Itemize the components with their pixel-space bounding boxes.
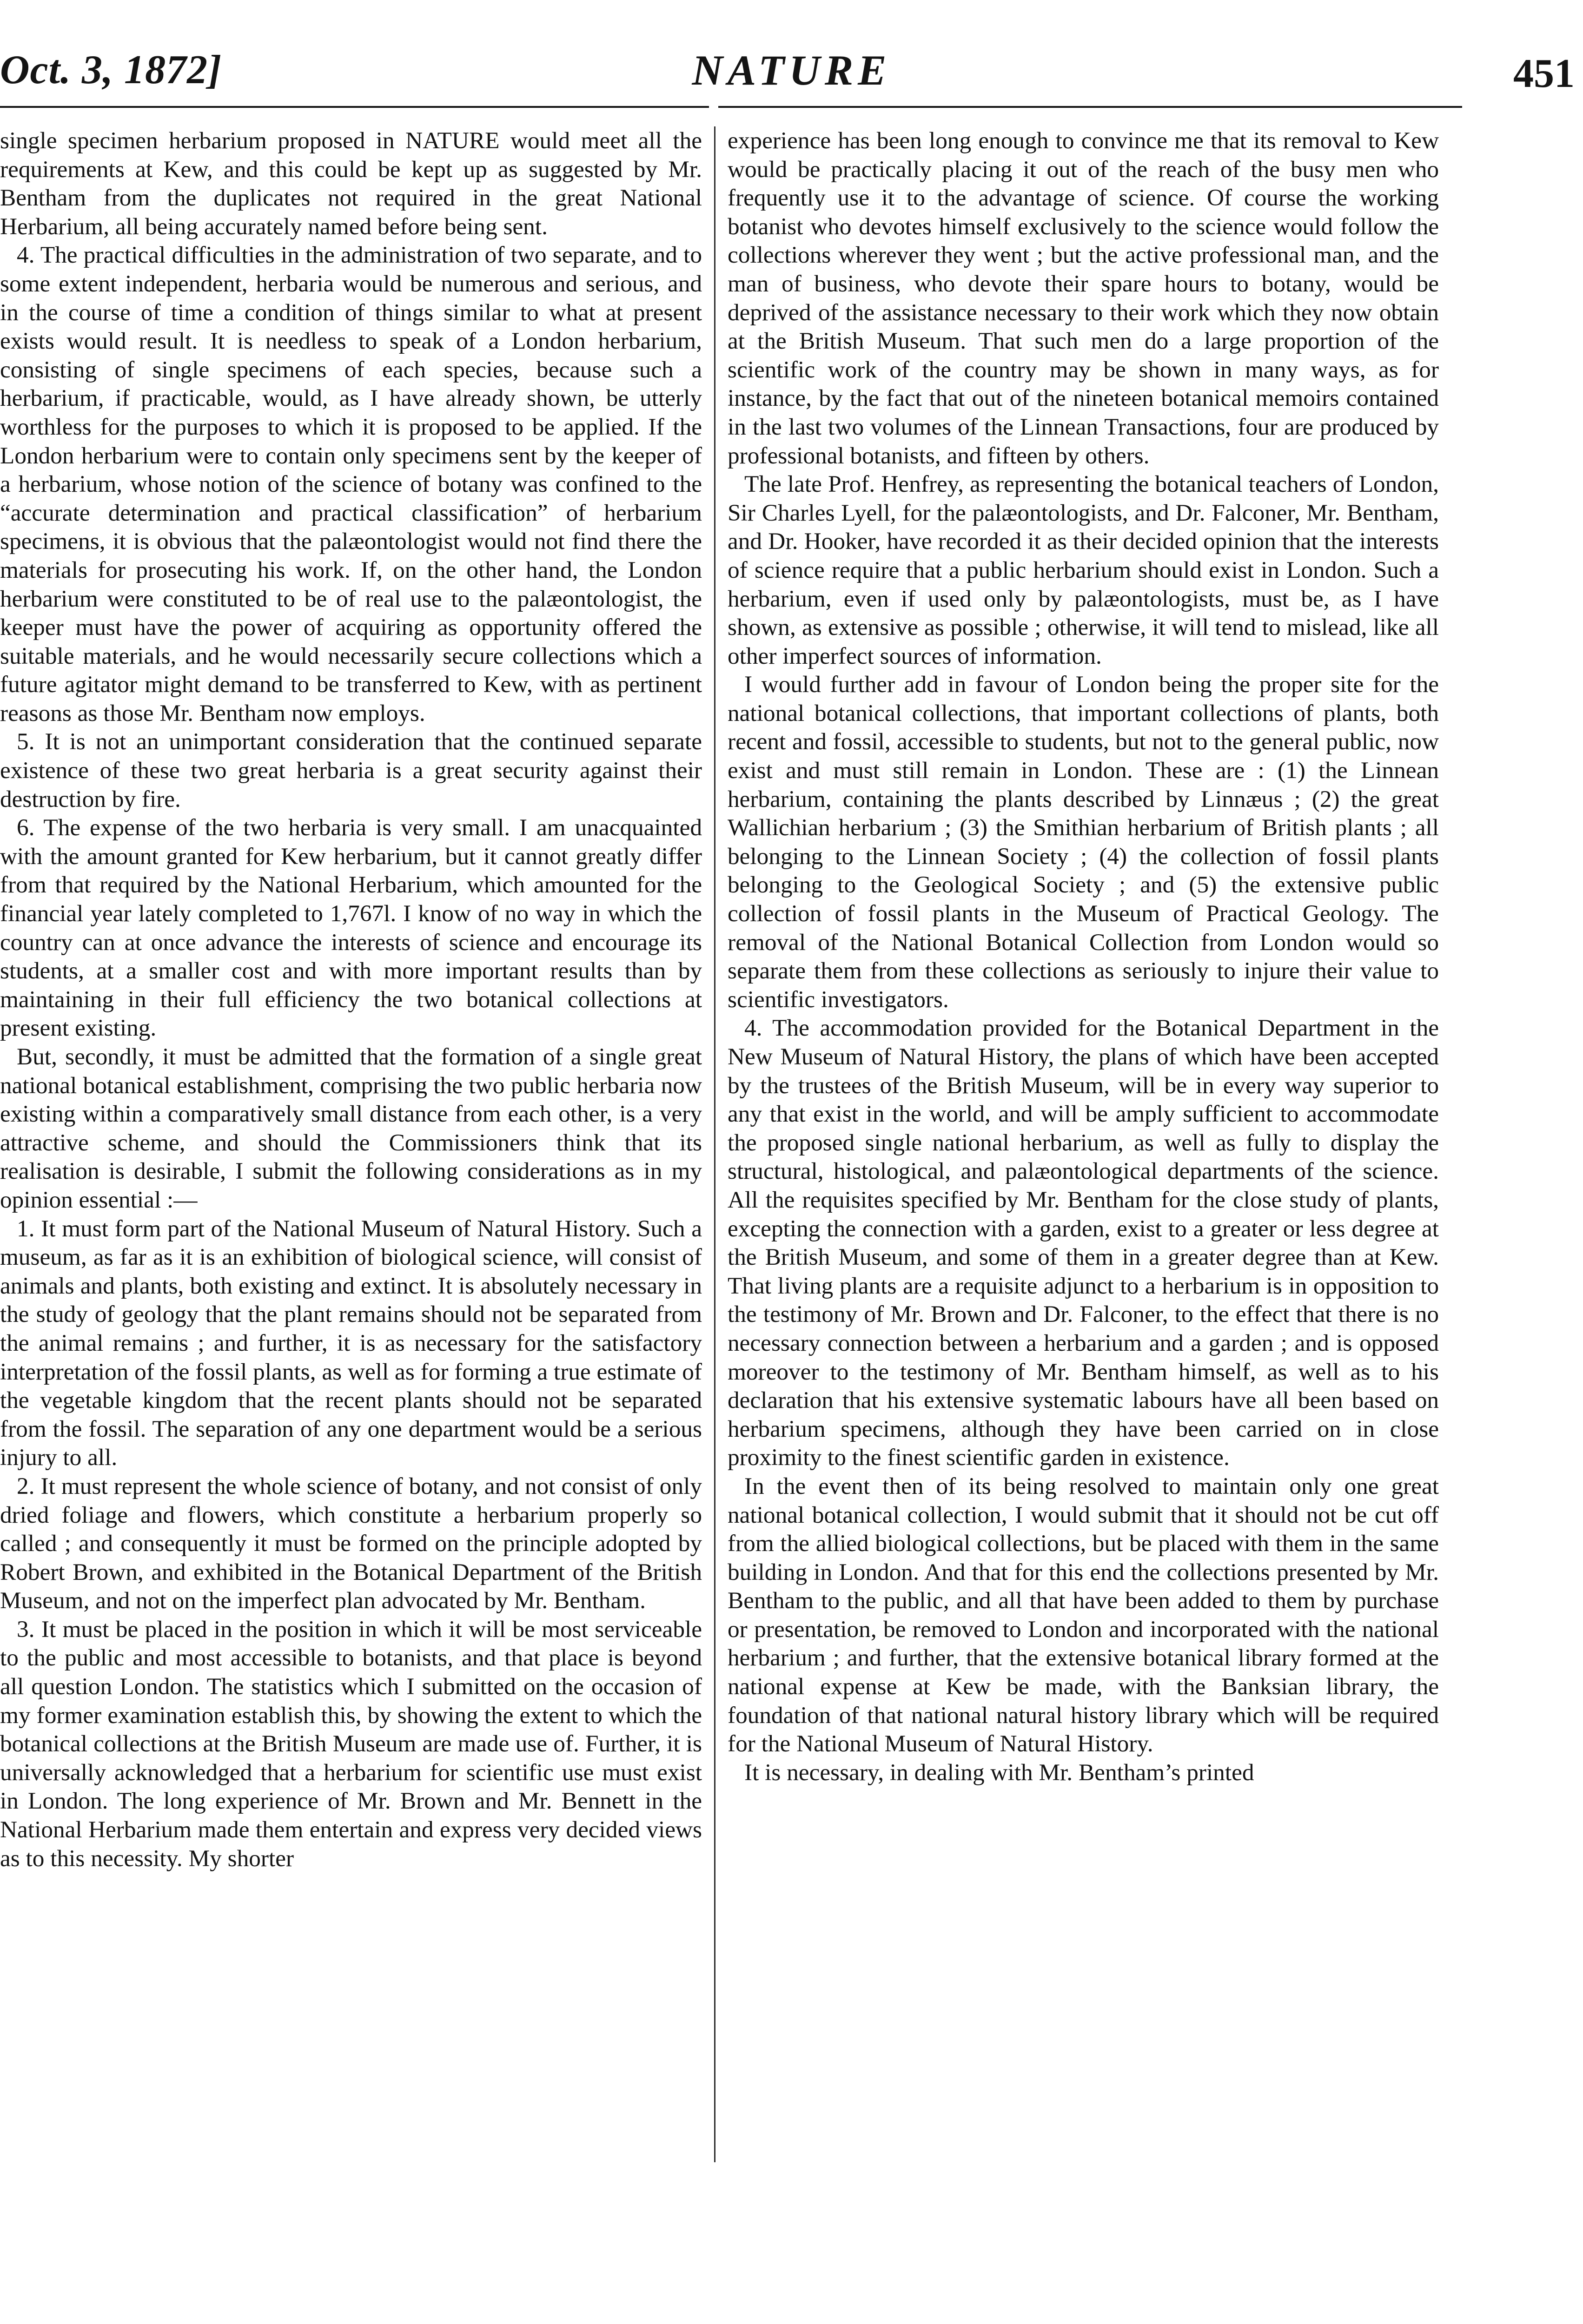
header-rule-left: [0, 106, 709, 108]
paragraph: experience has been long enough to convince me that its removal to Kew would be practically placing it out of the reach of the busy men who frequently use it to the advantage of science. Of course the working botanist who devotes himself exclusively to the science would follow the collections wherever they went ; but the active professional man, and the man of business, who devote their spare hours to botany, would be deprived of the assistance necessary to their work which they now obtain at the British Museum. That such men do a large proportion of the scientific work of the country may be shown in many ways, as for instance, by the fact that out of the nineteen botanical memoirs contained in the last two volumes of the Linnean Transactions, four are produced by professional botanists, and fifteen by others.: [728, 127, 1439, 469]
paragraph: 1. It must form part of the National Museum of Natural History. Such a museum, as far as it is an exhibition of biological science, will consist of animals and plants, both existing and extinct. It is absolutely necessary in the study of geology that the plant remains should not be separated from the animal remains ; and further, it is as necessary for the satisfactory interpretation of the fossil plants, as well as for forming a true estimate of the vegetable kingdom that the recent plants should not be separated from the fossil. The separation of any one department would be a serious injury to all.: [0, 1215, 702, 1471]
right-column: [728, 126, 1439, 2265]
paragraph: 4. The accommodation provided for the Botanical Department in the New Museum of Natural History, the plans of which have been accepted by the trustees of the British Museum, will be in every way superior to any that exist in the world, and will be amply sufficient to accommodate the proposed single national herbarium, as well as fully to display the structural, histological, and palæontological departments of the science. All the requisites specified by Mr. Bentham for the close study of plants, excepting the connection with a garden, exist to a greater or less degree at the British Museum, and some of them in a greater degree than at Kew. That living plants are a requisite adjunct to a herbarium is in opposition to the testimony of Mr. Brown and Dr. Falconer, to the effect that there is no necessary connection between a herbarium and a garden ; and is opposed moreover to the testimony of Mr. Bentham himself, as well as to his declaration that his extensive systematic labours have all been based on herbarium specimens, although they have been carried on in close proximity to the finest scientific garden in existence.: [728, 1015, 1439, 1471]
page-number: 451: [1513, 51, 1575, 96]
paragraph: 5. It is not an unimportant consideration that the continued separate existence of these two great herbaria is a great security against their destruction by fire.: [0, 728, 702, 812]
paragraph: I would further add in favour of London being the proper site for the national botanical collections, that important collections of plants, both recent and fossil, accessible to students, but not to the general public, now exist and must still remain in London. These are : (1) the Linnean herbarium, containing the plants described by Linnæus ; (2) the great Wallichian herbarium ; (3) the Smithian herbarium of British plants ; all belonging to the Linnean Society ; (4) the collection of fossil plants belonging to the Geological Society ; and (5) the extensive public collection of fossil plants in the Museum of Practical Geology. The removal of the National Botanical Collection from London would so separate them from these collections as seriously to injure their value to scientific investigators.: [728, 671, 1439, 1013]
journal-title: NATURE: [692, 46, 891, 94]
paragraph: 4. The practical difficulties in the administration of two separate, and to some extent independent, herbaria would be numerous and serious, and in the course of time a condition of things similar to what at present exists would result. It is needless to speak of a London herbarium, consisting of single specimens of each species, because such a herbarium, if practicable, would, as I have already shown, be utterly worthless for the purposes to which it is proposed to be applied. If the London herbarium were to contain only specimens sent by the keeper of a herbarium, whose notion of the science of botany was confined to the “accurate determination and practical classification” of herbarium specimens, it is obvious that the palæontologist would not find there the materials for prosecuting his work. If, on the other hand, the London herbarium were constituted to be of real use to the palæontologist, the keeper must have the power of acquiring as opportunity offered the suitable materials, and he would necessarily secure collections which a future agitator might demand to be transferred to Kew, with as pertinent reasons as those Mr. Bentham now employs.: [0, 242, 702, 726]
column-divider: [714, 126, 715, 2162]
paragraph: The late Prof. Henfrey, as representing the botanical teachers of London, Sir Charles Lyell, for the palæontologists, and Dr. Falconer, Mr. Bentham, and Dr. Hooker, have recorded it as their decided opinion that the interests of science require that a public herbarium should exist in London. Such a herbarium, even if used only by palæontologists, must be, as I have shown, as extensive as possible ; otherwise, it will tend to mislead, like all other imperfect sources of information.: [728, 471, 1439, 669]
issue-date: Oct. 3, 1872]: [0, 47, 222, 92]
page-header: [0, 37, 1583, 107]
paragraph: single specimen herbarium proposed in NATURE would meet all the requirements at Kew, and this could be kept up as suggested by Mr. Bentham from the duplicates not required in the great National Herbarium, all being accurately named before being sent.: [0, 127, 702, 240]
paragraph: In the event then of its being resolved to maintain only one great national botanical collection, I would submit that it should not be cut off from the allied biological collections, but be placed with them in the same building in London. And that for this end the collections presented by Mr. Bentham to the public, and all that have been added to them by purchase or presentation, be removed to London and incorporated with the national herbarium ; and further, that the extensive botanical library formed at the national expense at Kew be made, with the Banksian library, the foundation of that national natural history library which will be required for the National Museum of Natural History.: [728, 1472, 1439, 1757]
paragraph: 2. It must represent the whole science of botany, and not consist of only dried foliage and flowers, which constitute a herbarium properly so called ; and consequently it must be formed on the principle adopted by Robert Brown, and exhibited in the Botanical Department of the British Museum, and not on the imperfect plan advocated by Mr. Bentham.: [0, 1472, 702, 1614]
paragraph: 6. The expense of the two herbaria is very small. I am unacquainted with the amount granted for Kew herbarium, but it cannot greatly differ from that required by the National Herbarium, which amounted for the financial year lately completed to 1,767l. I know of no way in which the country can at once advance the interests of science and encourage its students, at a smaller cost and with more important results than by maintaining in their full efficiency the two botanical collections at present existing.: [0, 814, 702, 1042]
paragraph: 3. It must be placed in the position in which it will be most serviceable to the public and most accessible to botanists, and that place is beyond all question London. The statistics which I submitted on the occasion of my former examination establish this, by showing the extent to which the botanical collections at the British Museum are made use of. Further, it is universally acknowledged that a herbarium for scientific use must exist in London. The long experience of Mr. Brown and Mr. Bennett in the National Herbarium made them entertain and express very decided views as to this necessity. My shorter: [0, 1616, 702, 1872]
paragraph: It is necessary, in dealing with Mr. Bentham’s printed: [744, 1759, 1254, 1786]
paragraph: But, secondly, it must be admitted that the formation of a single great national botanical establishment, comprising the two public herbaria now existing within a comparatively small distance from each other, is a very attractive scheme, and should the Commissioners think that its realisation is desirable, I submit the following considerations as in my opinion essential :—: [0, 1043, 702, 1213]
left-column: [0, 126, 702, 2265]
header-rule-right: [718, 106, 1462, 108]
